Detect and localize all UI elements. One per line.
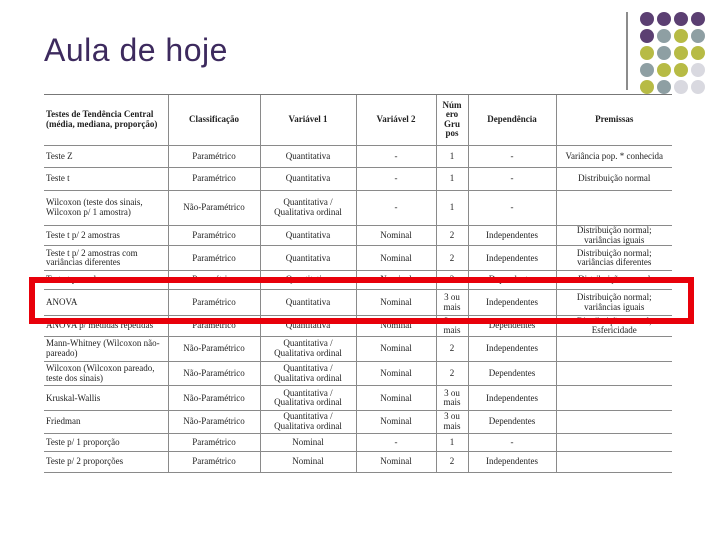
cell-assumptions: Variância pop. * conhecida — [556, 145, 672, 168]
cell-classification: Paramétrico — [168, 433, 260, 452]
cell-assumptions — [556, 336, 672, 361]
cell-variable-2: Nominal — [356, 271, 436, 290]
cell-variable-2: Nominal — [356, 411, 436, 434]
decorative-dot — [657, 12, 671, 26]
cell-variable-1: Quantitativa / Qualitativa ordinal — [260, 190, 356, 225]
table-row — [44, 433, 672, 452]
cell-group-count: 1 — [436, 190, 468, 225]
decorative-dot — [674, 46, 688, 60]
cell-classification: Paramétrico — [168, 145, 260, 168]
header-classification: Classificação — [168, 95, 260, 145]
cell-test-name: ANOVA p/ medidas repetidas — [44, 316, 168, 336]
cell-variable-2: Nominal — [356, 386, 436, 411]
cell-classification: Não-Paramétrico — [168, 190, 260, 225]
decorative-dot — [674, 29, 688, 43]
cell-dependence: Independentes — [468, 452, 556, 473]
cell-assumptions — [556, 411, 672, 434]
cell-dependence: - — [468, 168, 556, 191]
cell-variable-2: - — [356, 168, 436, 191]
cell-test-name: Teste p/ 1 proporção — [44, 433, 168, 452]
cell-group-count: 2 — [436, 361, 468, 386]
table-row — [44, 386, 672, 411]
cell-dependence: Dependentes — [468, 411, 556, 434]
cell-group-count: 3 ou mais — [436, 289, 468, 316]
decorative-dot-grid — [640, 12, 716, 92]
header-dependence: Dependência — [468, 95, 556, 145]
cell-variable-1: Quantitativa / Qualitativa ordinal — [260, 411, 356, 434]
cell-group-count: 2 — [436, 246, 468, 271]
cell-assumptions: Distribuição normal; variâncias iguais — [556, 289, 672, 316]
table-row — [44, 145, 672, 168]
cell-test-name: Teste t — [44, 168, 168, 191]
cell-group-count: 2 — [436, 452, 468, 473]
header-assumptions: Premissas — [556, 95, 672, 145]
cell-classification: Paramétrico — [168, 246, 260, 271]
decorative-dot — [640, 29, 654, 43]
cell-test-name: Teste t p/ 2 amostras com variâncias diferentes — [44, 246, 168, 271]
cell-classification: Paramétrico — [168, 452, 260, 473]
decorative-dot — [657, 63, 671, 77]
table-row — [44, 168, 672, 191]
cell-group-count: 2 — [436, 271, 468, 290]
table-row — [44, 361, 672, 386]
cell-dependence: - — [468, 145, 556, 168]
cell-variable-2: Nominal — [356, 225, 436, 246]
cell-variable-1: Quantitativa — [260, 271, 356, 290]
cell-variable-2: Nominal — [356, 336, 436, 361]
cell-group-count: 3 ou mais — [436, 386, 468, 411]
cell-assumptions: Distribuição normal; variâncias diferentes — [556, 246, 672, 271]
cell-classification: Paramétrico — [168, 225, 260, 246]
cell-test-name: Teste p/ 2 proporções — [44, 452, 168, 473]
cell-variable-1: Nominal — [260, 452, 356, 473]
title-divider-line — [626, 12, 628, 90]
cell-test-name: ANOVA — [44, 289, 168, 316]
table-row — [44, 452, 672, 473]
decorative-dot — [640, 63, 654, 77]
cell-group-count: 1 — [436, 168, 468, 191]
cell-group-count: 3 ou mais — [436, 316, 468, 336]
cell-variable-1: Quantitativa — [260, 246, 356, 271]
cell-dependence: Dependentes — [468, 361, 556, 386]
cell-classification: Não-Paramétrico — [168, 386, 260, 411]
table-row — [44, 336, 672, 361]
cell-variable-1: Nominal — [260, 433, 356, 452]
cell-dependence: Independentes — [468, 336, 556, 361]
decorative-dot — [691, 12, 705, 26]
decorative-dot — [674, 63, 688, 77]
cell-variable-1: Quantitativa — [260, 289, 356, 316]
header-test-name: Testes de Tendência Central (média, mediana, proporção) — [44, 95, 168, 145]
cell-assumptions — [556, 433, 672, 452]
header-group-count: Núm ero Gru pos — [436, 95, 468, 145]
cell-variable-1: Quantitativa — [260, 225, 356, 246]
cell-group-count: 2 — [436, 225, 468, 246]
cell-test-name: Wilcoxon (Wilcoxon pareado, teste dos sinais) — [44, 361, 168, 386]
decorative-dot — [657, 46, 671, 60]
cell-variable-2: Nominal — [356, 316, 436, 336]
cell-dependence: Independentes — [468, 386, 556, 411]
decorative-dot — [691, 80, 705, 94]
cell-classification: Não-Paramétrico — [168, 336, 260, 361]
cell-test-name: Wilcoxon (teste dos sinais, Wilcoxon p/ 1 amostra) — [44, 190, 168, 225]
table-row — [44, 225, 672, 246]
decorative-dot — [691, 46, 705, 60]
decorative-dot — [640, 80, 654, 94]
cell-variable-2: - — [356, 433, 436, 452]
cell-variable-1: Quantitativa / Qualitativa ordinal — [260, 361, 356, 386]
cell-variable-1: Quantitativa — [260, 168, 356, 191]
cell-group-count: 2 — [436, 336, 468, 361]
cell-test-name: Kruskal-Wallis — [44, 386, 168, 411]
cell-assumptions — [556, 386, 672, 411]
cell-variable-1: Quantitativa / Qualitativa ordinal — [260, 386, 356, 411]
cell-classification: Paramétrico — [168, 271, 260, 290]
cell-test-name: Teste t pareado — [44, 271, 168, 290]
decorative-dot — [657, 80, 671, 94]
cell-dependence: Independentes — [468, 225, 556, 246]
cell-dependence: - — [468, 433, 556, 452]
decorative-dot — [640, 12, 654, 26]
cell-variable-2: Nominal — [356, 289, 436, 316]
cell-test-name: Teste Z — [44, 145, 168, 168]
decorative-dot — [691, 29, 705, 43]
cell-test-name: Mann-Whitney (Wilcoxon não-pareado) — [44, 336, 168, 361]
cell-group-count: 1 — [436, 433, 468, 452]
cell-variable-2: Nominal — [356, 246, 436, 271]
cell-classification: Paramétrico — [168, 316, 260, 336]
cell-variable-2: - — [356, 190, 436, 225]
decorative-dot — [640, 46, 654, 60]
cell-assumptions: Distribuição normal; variâncias iguais — [556, 225, 672, 246]
cell-dependence: - — [468, 190, 556, 225]
cell-assumptions: Distribuição normal — [556, 271, 672, 290]
decorative-dot — [657, 29, 671, 43]
cell-test-name: Friedman — [44, 411, 168, 434]
cell-assumptions — [556, 361, 672, 386]
cell-dependence: Independentes — [468, 246, 556, 271]
cell-classification: Paramétrico — [168, 289, 260, 316]
cell-dependence: Dependentes — [468, 316, 556, 336]
table-row — [44, 246, 672, 271]
cell-variable-2: Nominal — [356, 452, 436, 473]
table-row — [44, 190, 672, 225]
cell-variable-1: Quantitativa / Qualitativa ordinal — [260, 336, 356, 361]
decorative-dot — [691, 63, 705, 77]
cell-variable-2: - — [356, 145, 436, 168]
cell-test-name: Teste t p/ 2 amostras — [44, 225, 168, 246]
slide-title: Aula de hoje — [44, 32, 228, 68]
cell-classification: Não-Paramétrico — [168, 411, 260, 434]
cell-assumptions: Distribuição normal — [556, 168, 672, 191]
cell-dependence: Independentes — [468, 289, 556, 316]
decorative-dot — [674, 12, 688, 26]
cell-dependence: Dependentes — [468, 271, 556, 290]
cell-assumptions: Distribuição normal; Esfericidade — [556, 316, 672, 336]
cell-variable-1: Quantitativa — [260, 145, 356, 168]
header-variable-2: Variável 2 — [356, 95, 436, 145]
header-variable-1: Variável 1 — [260, 95, 356, 145]
cell-classification: Paramétrico — [168, 168, 260, 191]
cell-assumptions — [556, 190, 672, 225]
decorative-dot — [674, 80, 688, 94]
table-header-row — [44, 95, 672, 145]
cell-assumptions — [556, 452, 672, 473]
table-row — [44, 411, 672, 434]
cell-group-count: 1 — [436, 145, 468, 168]
cell-variable-2: Nominal — [356, 361, 436, 386]
cell-classification: Não-Paramétrico — [168, 361, 260, 386]
cell-variable-1: Quantitativa — [260, 316, 356, 336]
anova-row-highlight-box — [29, 277, 694, 324]
cell-group-count: 3 ou mais — [436, 411, 468, 434]
